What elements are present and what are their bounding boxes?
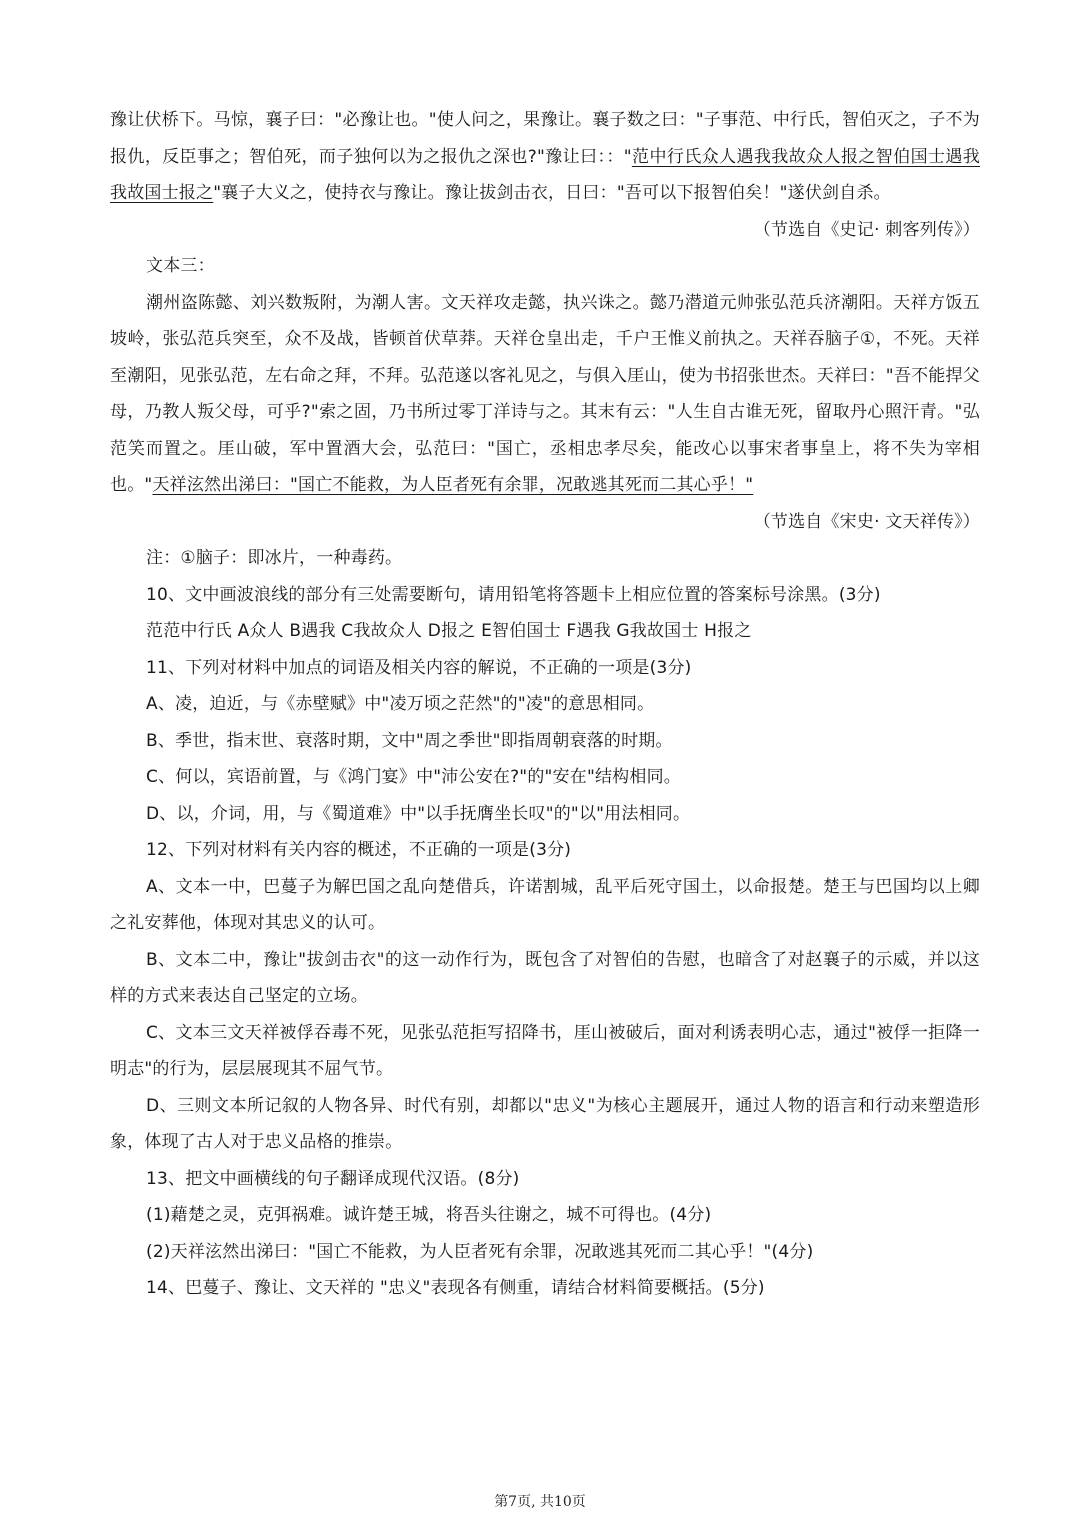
passage3-source: （节选自《宋史· 文天祥传》） xyxy=(753,511,980,532)
question-11-option-d: D、以，介词，用，与《蜀道难》中"以手抚膺坐长叹"的"以"用法相同。 xyxy=(146,803,691,824)
question-11-stem: 11、下列对材料中加点的词语及相关内容的解说，不正确的一项是(3分) xyxy=(146,657,692,678)
question-12-option-b: B、文本二中，豫让"拔剑击衣"的这一动作行为，既包含了对智伯的告慰，也暗含了对赵襄子的示威，并以这样的方式来表达自己坚定的立场。 xyxy=(110,949,980,1006)
page-number: 第7页, 共10页 xyxy=(494,1494,586,1510)
question-12-option-c: C、文本三文天祥被俘吞毒不死，见张弘范拒写招降书，厓山被破后，面对利诱表明心志，通过"被俘一拒降一明志"的行为，层层展现其不屈气节。 xyxy=(110,1022,980,1079)
exam-page xyxy=(110,102,980,1307)
passage2-tail: 豫让伏桥下。马惊，襄子曰："必豫让也。"使人问之，果豫让。襄子数之曰："子事范、中行氏，智伯灭之，子不为报仇，反臣事之；智伯死，而子独何以为之报仇之深也?"豫让曰：："范中行氏众人遇我我故众人报之智伯国士遇我我故国士报之"襄子大义之，使持衣与豫让。豫让拔剑击衣，日曰："吾可以下报智伯矣！"遂伏剑自杀。 xyxy=(110,110,981,203)
question-13-sentence-2: (2)天祥泫然出涕曰："国亡不能救，为人臣者死有余罪，况敢逃其死而二其心乎！"(4分) xyxy=(146,1241,814,1262)
question-12-stem: 12、下列对材料有关内容的概述，不正确的一项是(3分) xyxy=(146,840,572,860)
passage3-body: 潮州盗陈懿、刘兴数叛附，为潮人害。文天祥攻走懿，执兴诛之。懿乃潜道元帅张弘范兵济潮阳。天祥方饭五坡岭，张弘范兵突至，众不及战，皆顿首伏草莽。天祥仓皇出走，千户王惟义前执之。天祥吞脑子①，不死。天祥至潮阳，见张弘范，左右命之拜，不拜。弘范遂以客礼见之，与俱入厓山，使为书招张世杰。天祥曰："吾不能捍父母，乃教人叛父母，可乎?"索之固，乃书所过零丁洋诗与之。其末有云："人生自古谁无死，留取丹心照汗青。"弘范笑而置之。厓山破，军中置酒大会，弘范曰："国亡，丞相忠孝尽矣，能改心以事宋者事皇上，将不失为宰相也。"天祥泫然出涕曰："国亡不能救，为人臣者死有余罪，况敢逃其死而二其心乎！" xyxy=(110,292,980,495)
question-10-stem: 10、文中画波浪线的部分有三处需要断句，请用铅笔将答题卡上相应位置的答案标号涂黑。(3分) xyxy=(146,584,881,605)
question-12-option-a: A、文本一中，巴蔓子为解巴国之乱向楚借兵，许诺割城，乱平后死守国土，以命报楚。楚王与巴国均以上卿之礼安葬他，体现对其忠义的认可。 xyxy=(110,876,980,933)
question-13-stem: 13、把文中画横线的句子翻译成现代汉语。(8分) xyxy=(146,1168,520,1189)
question-13-sentence-1: (1)藉楚之灵，克弭祸难。诚许楚王城，将吾头往谢之，城不可得也。(4分) xyxy=(146,1205,712,1225)
question-11-option-a: A、凌，迫近，与《赤壁赋》中"凌万顷之茫然"的"凌"的意思相同。 xyxy=(146,694,655,714)
passage2-source: （节选自《史记· 刺客列传》） xyxy=(753,219,980,240)
wavy-underlined-sentence: 范中行氏众人遇我我故众人报之智伯国士遇我我故国士报之 xyxy=(110,146,981,203)
question-11-option-c: C、何以，宾语前置，与《鸿门宴》中"沛公安在?"的"安在"结构相同。 xyxy=(146,767,681,787)
underlined-sentence: 天祥泫然出涕曰："国亡不能救，为人臣者死有余罪，况敢逃其死而二其心乎！" xyxy=(152,475,754,495)
passage3-heading: 文本三： xyxy=(146,256,215,276)
annotation-note: 注：①脑子：即冰片，一种毒药。 xyxy=(146,548,403,568)
question-11-option-b: B、季世，指末世、衰落时期，文中"周之季世"即指周朝衰落的时期。 xyxy=(146,730,673,751)
question-14-stem: 14、巴蔓子、豫让、文天祥的 "忠义"表现各有侧重，请结合材料简要概括。(5分) xyxy=(146,1278,765,1298)
question-12-option-d: D、三则文本所记叙的人物各异、时代有别，却都以"忠义"为核心主题展开，通过人物的语言和行动来塑造形象，体现了古人对于忠义品格的推崇。 xyxy=(110,1095,980,1152)
question-10-options: 范范中行氏 A众人 B遇我 C我故众人 D报之 E智伯国士 F遇我 G我故国士 H报之 xyxy=(146,621,752,641)
